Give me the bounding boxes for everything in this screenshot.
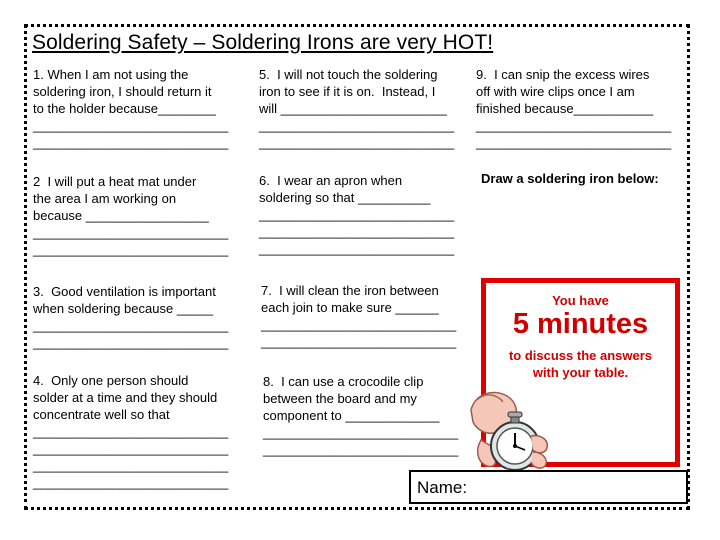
worksheet-title: Soldering Safety – Soldering Irons are very HOT!	[32, 31, 494, 54]
question-2: 2 I will put a heat mat under the area I am working on because _________________ ___________________________ ___________________________	[33, 174, 229, 257]
question-4: 4. Only one person should solder at a time and they should concentrate well so that ___________________________ ___________________________ ___________________________ ___________________________	[33, 373, 229, 490]
question-7: 7. I will clean the iron between each join to make sure ______ ___________________________ ___________________________	[261, 283, 457, 349]
timer-line-3: to discuss the answers with your table.	[508, 348, 653, 380]
draw-prompt: Draw a soldering iron below:	[481, 171, 659, 186]
stopwatch-icon	[467, 380, 557, 480]
question-9: 9. I can snip the excess wires off with wire clips once I am finished because___________ ___________________________ ___________________________	[476, 67, 672, 150]
question-8: 8. I can use a crocodile clip between the board and my component to _____________ ___________________________ ___________________________	[263, 374, 459, 457]
question-5: 5. I will not touch the soldering iron to see if it is on. Instead, I will _______________________ ___________________________ ___________________________	[259, 67, 455, 150]
name-label: Name:	[417, 478, 468, 497]
question-6: 6. I wear an apron when soldering so that __________ ___________________________ ___________________________ ___________________________	[259, 173, 455, 256]
timer-line-1: You have	[552, 293, 609, 308]
question-3: 3. Good ventilation is important when soldering because _____ ___________________________ ___________________________	[33, 284, 229, 350]
timer-line-2: 5 minutes	[512, 308, 649, 340]
name-field[interactable]	[409, 470, 688, 504]
question-1: 1. When I am not using the soldering iron, I should return it to the holder because________ ___________________________ ___________________________	[33, 67, 229, 150]
